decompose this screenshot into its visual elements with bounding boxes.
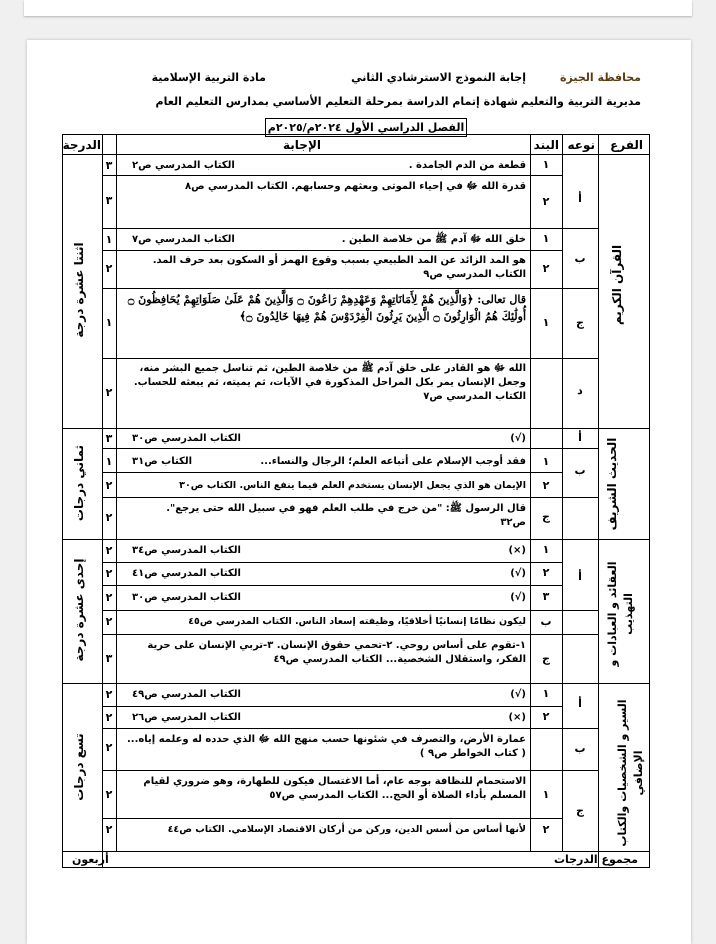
item: ١ xyxy=(542,788,550,801)
term-box: الفصل الدراسي الأول ٢٠٢٤م/٢٠٢٥م xyxy=(265,118,467,137)
grade: ٣ xyxy=(105,159,113,172)
type-a: أ xyxy=(578,570,582,583)
answer-text: لأنها أساس من أسس الدين، وركن من أركان الاقتصاد الإسلامي. الكتاب ص٤٤ xyxy=(167,824,526,835)
answer-text: (×) الكتاب المدرسي ص٣٤ xyxy=(132,545,526,556)
col-line xyxy=(116,134,117,851)
branch-biographies: السير و الشخصيات والكتاب الإضافي xyxy=(616,699,645,847)
grade: ٢ xyxy=(105,479,113,492)
grade: ٢ xyxy=(105,615,113,628)
grade: ٢ xyxy=(105,544,113,557)
col-branch: الفرع xyxy=(610,138,643,152)
total-hadith: ثماني درجات xyxy=(72,444,86,522)
model-title: إجابة النموذج الاسترشادي الثاني xyxy=(351,71,526,84)
item: ٣ xyxy=(542,590,550,603)
answer-text: (√) الكتاب المدرسي ص٤٩ xyxy=(132,689,526,700)
type-c: ج xyxy=(576,316,584,329)
item: ١ xyxy=(542,232,550,245)
previous-page-edge xyxy=(24,0,692,16)
item: ١ xyxy=(542,316,550,329)
type-c: ج xyxy=(542,510,550,523)
item: ٢ xyxy=(542,710,550,723)
grade: ١ xyxy=(105,455,113,468)
type-b: ب xyxy=(574,742,586,755)
directorate: مديرية التربية والتعليم xyxy=(520,95,641,108)
type-a: أ xyxy=(578,697,582,710)
branch-hadith: الحديث الشريف xyxy=(605,437,619,531)
grade: ١ xyxy=(105,233,113,246)
grade: ٢ xyxy=(105,567,113,580)
governorate: محافظة الجيزة xyxy=(560,71,641,84)
answer-text: خلق الله ﷻ آدم ﷺ من خلاصة الطين . الكتاب المدرسي ص٧ xyxy=(132,234,526,245)
grade: ٣ xyxy=(105,652,113,665)
col-item: البند xyxy=(533,138,559,152)
grade: ٢ xyxy=(105,788,113,801)
answer-text: (√) الكتاب المدرسي ص٣٠ xyxy=(132,433,526,444)
answer-text: (√) الكتاب المدرسي ص٤١ xyxy=(132,568,526,579)
branch-beliefs: العقائد و العبادات و التهذيب xyxy=(606,561,635,667)
item: ٢ xyxy=(542,262,550,275)
col-grade: الدرجة xyxy=(62,138,101,152)
certificate: شهادة إتمام الدراسة بمرحلة التعليم الأساسي بمدارس التعليم العام xyxy=(155,95,518,108)
item: ٢ xyxy=(542,195,550,208)
answer-text: قال الرسول ﷺ: "من خرج في طلب العلم فهو في سبيل الله حتى يرجع". ص٣٢ xyxy=(166,503,526,528)
answer-text: عمارة الأرض، والتصرف في شئونها حسب منهج الله ﷻ الذي حدده له وعلمه إياه... ( كتاب الخواطر ص٩ ) xyxy=(127,734,526,759)
answer-text: قطعة من الدم الجامدة . الكتاب المدرسي ص٢ xyxy=(132,160,526,171)
answer-text: ليكون نظامًا إنسانيًا أخلاقيًا، وظيفته إسعاد الناس. الكتاب المدرسي ص٤٥ xyxy=(188,616,526,627)
item: ١ xyxy=(542,543,550,556)
total-biographies: تسع درجات xyxy=(72,733,86,801)
grade: ٣ xyxy=(105,194,113,207)
total-quran: اثنتا عشرة درجة xyxy=(72,242,86,338)
grade: ٢ xyxy=(105,511,113,524)
section-line xyxy=(62,851,650,852)
col-type: نوعه xyxy=(567,138,595,152)
answer-text: الإيمان هو الذي يجعل الإنسان يستخدم العلم فيما ينفع الناس. الكتاب ص٣٠ xyxy=(179,480,526,491)
item: ١ xyxy=(542,158,550,171)
item: ١ xyxy=(542,455,550,468)
type-c: ج xyxy=(542,652,550,665)
total-beliefs: إحدى عشرة درجة xyxy=(72,558,86,662)
answer-text: (×) الكتاب المدرسي ص٢٦ xyxy=(132,712,526,723)
answer-text: ١-تقوم على أساس روحي. ٢-تحمي حقوق الإنسان. ٣-تربي الإنسان على حرية الفكر، واستقلال الشخصية... الكتاب المدرسي ص٤٩ xyxy=(147,640,526,665)
item: ٢ xyxy=(542,566,550,579)
total-value: أربعون xyxy=(72,853,109,866)
header-line xyxy=(62,154,650,155)
type-d: د xyxy=(577,384,583,397)
item: ٢ xyxy=(542,823,550,836)
item: ٢ xyxy=(542,479,550,492)
type-c: ج xyxy=(576,804,584,817)
type-b: ب xyxy=(574,252,586,265)
col-line xyxy=(598,134,599,868)
section-line xyxy=(62,683,650,684)
col-answer: الإجابة xyxy=(283,138,321,152)
subject: مادة التربية الإسلامية xyxy=(151,71,266,84)
type-b: ب xyxy=(574,464,586,477)
grade: ٢ xyxy=(105,386,113,399)
type-a: أ xyxy=(578,192,582,205)
grade: ٢ xyxy=(105,591,113,604)
section-line xyxy=(62,539,650,540)
answer-text: قدرة الله ﷻ في إحياء الموتى وبعثهم وحسابهم. الكتاب المدرسي ص٨ xyxy=(184,181,526,192)
grade: ٢ xyxy=(105,262,113,275)
grade: ٣ xyxy=(105,432,113,445)
grade: ١ xyxy=(105,316,113,329)
grade: ٢ xyxy=(105,741,113,754)
answer-text: هو المد الزائد عن المد الطبيعي بسبب وقوع الهمز أو السكون بعد حرف المد. الكتاب المدرسي ص٩ xyxy=(152,255,526,280)
type-b: ب xyxy=(540,615,552,628)
grade: ٢ xyxy=(105,823,113,836)
quran-verse: قال تعالى: ﴿وَالَّذِينَ هُمْ لِأَمَانَاتِهِمْ وَعَهْدِهِمْ رَاعُونَ ۝ وَالَّذِينَ هُمْ عَلَىٰ صَلَوَاتِهِمْ يُحَافِظُونَ ۝ أُولَٰئِكَ هُمُ الْوَارِثُونَ ۝ الَّذِينَ يَرِثُونَ الْفِرْدَوْسَ هُمْ فِيهَا خَالِدُونَ ۝﴾ xyxy=(127,293,526,323)
item: ١ xyxy=(542,687,550,700)
type-a: أ xyxy=(578,431,582,444)
answer-text: الاستحمام للنظافة بوجه عام، أما الاغتسال فيكون للطهارة، وهو ضروري لقيام المسلم بأداء الصلاة أو الحج... الكتاب المدرسي ص٥٧ xyxy=(143,776,526,801)
answer-text: فقد أوجب الإسلام على أتباعه العلم؛ الرجال والنساء... الكتاب ص٣١ xyxy=(132,456,526,467)
branch-quran: القرآن الكريم xyxy=(610,244,624,326)
answer-text: (√) الكتاب المدرسي ص٣٠ xyxy=(132,592,526,603)
grade: ٢ xyxy=(105,711,113,724)
answer-text: الله ﷻ هو القادر على خلق آدم ﷺ من خلاصة الطين، ثم تناسل جميع البشر منه، وجعل الإنسان يمر بكل المراحل المذكورة في الآيات، ثم يميته، ثم يبعثه للحساب. الكتاب المدرسي ص٧ xyxy=(133,363,526,402)
section-line xyxy=(62,428,650,429)
grade: ٢ xyxy=(105,688,113,701)
total-label: مجموع الدرجات xyxy=(553,853,638,866)
